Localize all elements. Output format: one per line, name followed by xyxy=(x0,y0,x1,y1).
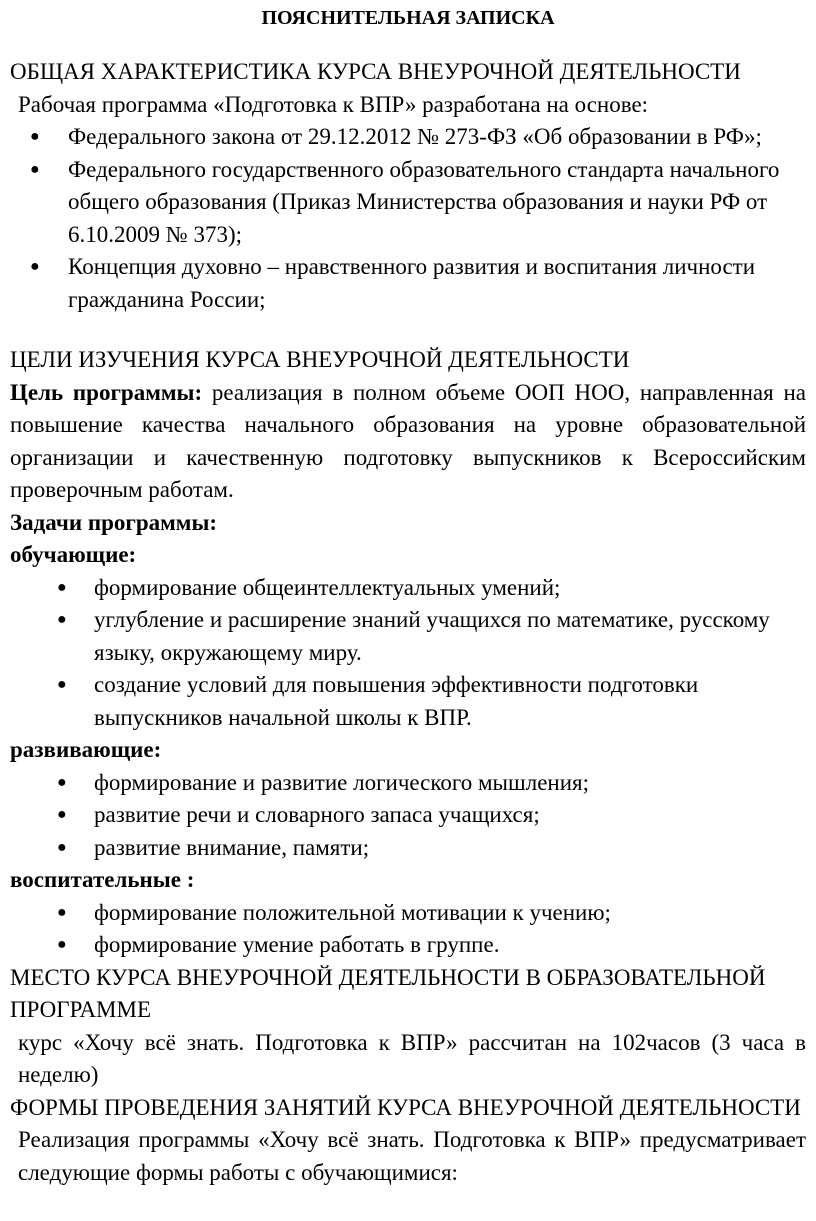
spacer xyxy=(10,316,806,344)
list-item-text: развитие внимание, памяти; xyxy=(94,834,370,860)
bullet-icon: ● xyxy=(30,128,40,145)
list-item-text: создание условий для повышения эффективности подготовки выпускников начальной школы к ВПР. xyxy=(94,672,699,730)
section1-heading: ОБЩАЯ ХАРАКТЕРИСТИКА КУРСА ВНЕУРОЧНОЙ ДЕЯТЕЛЬНОСТИ xyxy=(10,59,741,84)
group-label-educational: обучающие: xyxy=(10,542,137,567)
list-item xyxy=(10,572,806,605)
list-item-text: формирование общеинтеллектуальных умений; xyxy=(94,574,561,600)
list-item xyxy=(10,799,806,832)
section3-heading: МЕСТО КУРСА ВНЕУРОЧНОЙ ДЕЯТЕЛЬНОСТИ В ОБРАЗОВАТЕЛЬНОЙ ПРОГРАММЕ xyxy=(10,964,766,1022)
list-item-text: формирование умение работать в группе. xyxy=(94,932,500,957)
list-item xyxy=(10,154,806,252)
list-item-text: формирование и развитие логического мышления; xyxy=(94,769,589,795)
upbringing-tasks-list xyxy=(10,897,806,962)
bullet-icon: ● xyxy=(57,676,67,693)
list-item xyxy=(10,669,806,734)
document-title: ПОЯСНИТЕЛЬНАЯ ЗАПИСКА xyxy=(261,7,555,29)
document-page xyxy=(0,2,816,1189)
list-item xyxy=(10,897,806,930)
bullet-icon: ● xyxy=(57,936,67,953)
group-label-upbringing: воспитательные : xyxy=(10,867,195,892)
list-item-text: Федерального закона от 29.12.2012 № 273-ФЗ «Об образовании в РФ»; xyxy=(68,124,762,149)
developmental-tasks-list xyxy=(10,767,806,865)
list-item-text: формирование положительной мотивации к учению; xyxy=(94,899,611,925)
section3-text: курс «Хочу всё знать. Подготовка к ВПР» рассчитан на 102часов (3 часа в неделю) xyxy=(18,1029,806,1087)
list-item-text: Федерального государственного образовательного стандарта начального общего образования (Приказ Министерства образования и науки РФ от 6.10.2009 № 373); xyxy=(68,156,780,247)
goal-label: Цель программы: xyxy=(10,379,203,405)
list-item xyxy=(10,121,806,154)
legal-basis-list xyxy=(10,121,806,316)
list-item xyxy=(10,767,806,800)
list-item xyxy=(10,604,806,669)
bullet-icon: ● xyxy=(57,838,67,856)
goal-text: реализация в полном объеме ООП НОО, направленная на повышение качества начального образования на уровне образовательной организации и качественную подготовку выпускников к Всероссийским проверочным работам. xyxy=(10,379,806,502)
section2-heading: ЦЕЛИ ИЗУЧЕНИЯ КУРСА ВНЕУРОЧНОЙ ДЕЯТЕЛЬНОСТИ xyxy=(10,347,630,372)
educational-tasks-list xyxy=(10,572,806,735)
spacer xyxy=(10,34,806,56)
list-item xyxy=(10,832,806,865)
goal-paragraph xyxy=(10,377,806,507)
bullet-icon: ● xyxy=(57,903,67,921)
bullet-icon: ● xyxy=(57,578,67,596)
list-item-text: развитие речи и словарного запаса учащихся; xyxy=(94,802,540,827)
list-item-text: углубление и расширение знаний учащихся по математике, русскому языку, окружающему миру. xyxy=(94,607,770,665)
bullet-icon: ● xyxy=(57,806,67,823)
section4-heading: ФОРМЫ ПРОВЕДЕНИЯ ЗАНЯТИЙ КУРСА ВНЕУРОЧНОЙ ДЕЯТЕЛЬНОСТИ xyxy=(10,1094,801,1120)
list-item xyxy=(10,929,806,962)
section1-intro: Рабочая программа «Подготовка к ВПР» разработана на основе: xyxy=(18,91,649,117)
group-label-developmental: развивающие: xyxy=(10,737,162,762)
list-item xyxy=(10,251,806,316)
bullet-icon: ● xyxy=(30,258,40,275)
section4-text: Реализация программы «Хочу всё знать. Подготовка к ВПР» предусматривает следующие формы работы с обучающимися: xyxy=(18,1127,806,1185)
list-item-text: Концепция духовно – нравственного развития и воспитания личности гражданина России; xyxy=(68,254,756,312)
bullet-icon: ● xyxy=(57,611,67,628)
tasks-label: Задачи программы: xyxy=(10,509,218,535)
bullet-icon: ● xyxy=(57,773,67,791)
bullet-icon: ● xyxy=(30,160,40,178)
